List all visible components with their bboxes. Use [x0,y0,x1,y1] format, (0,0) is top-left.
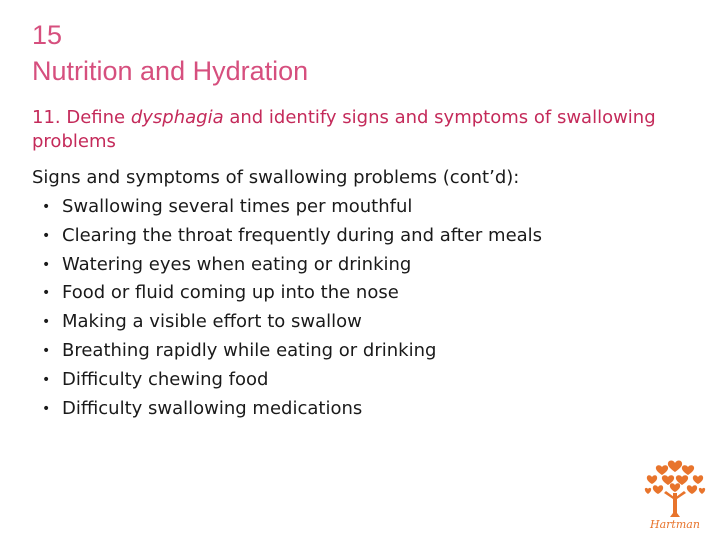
objective-prefix: 11. Define [32,107,131,128]
list-item [42,337,542,366]
list-item-text: Food or fluid coming up into the nose [62,282,399,304]
bullet-icon: • [42,371,51,388]
list-item-text: Watering eyes when eating or drinking [62,253,412,275]
list-item-text: Making a visible effort to swallow [62,311,362,333]
objective-suffix: and identify signs and symptoms of swallowing problems [32,107,656,152]
bullet-icon: • [42,342,51,359]
bullet-icon: • [42,314,51,331]
chapter-title: Nutrition and Hydration [32,56,309,86]
logo-text: Hartman [650,518,700,531]
bullet-icon: • [42,227,51,244]
bullet-icon: • [42,400,51,417]
learning-objective [32,106,672,154]
list-item [42,222,542,251]
list-item [42,279,542,308]
list-item [42,366,542,395]
bullet-icon: • [42,256,51,273]
list-item-text: Swallowing several times per mouthful [62,196,413,217]
section-intro: Signs and symptoms of swallowing problems (cont’d): [32,167,520,188]
list-item-text: Clearing the throat frequently during and after meals [62,224,543,246]
symptom-list [42,193,542,423]
list-item-text: Difficulty swallowing medications [62,397,363,419]
bullet-icon: • [42,199,51,215]
list-item-text: Difficulty chewing food [62,368,269,390]
chapter-number: 15 [32,20,63,50]
bullet-icon: • [42,285,51,302]
list-item [42,395,542,424]
list-item [42,193,542,222]
list-item [42,308,542,337]
objective-term: dysphagia [130,107,224,128]
list-item [42,251,542,280]
list-item-text: Breathing rapidly while eating or drinking [62,339,437,361]
